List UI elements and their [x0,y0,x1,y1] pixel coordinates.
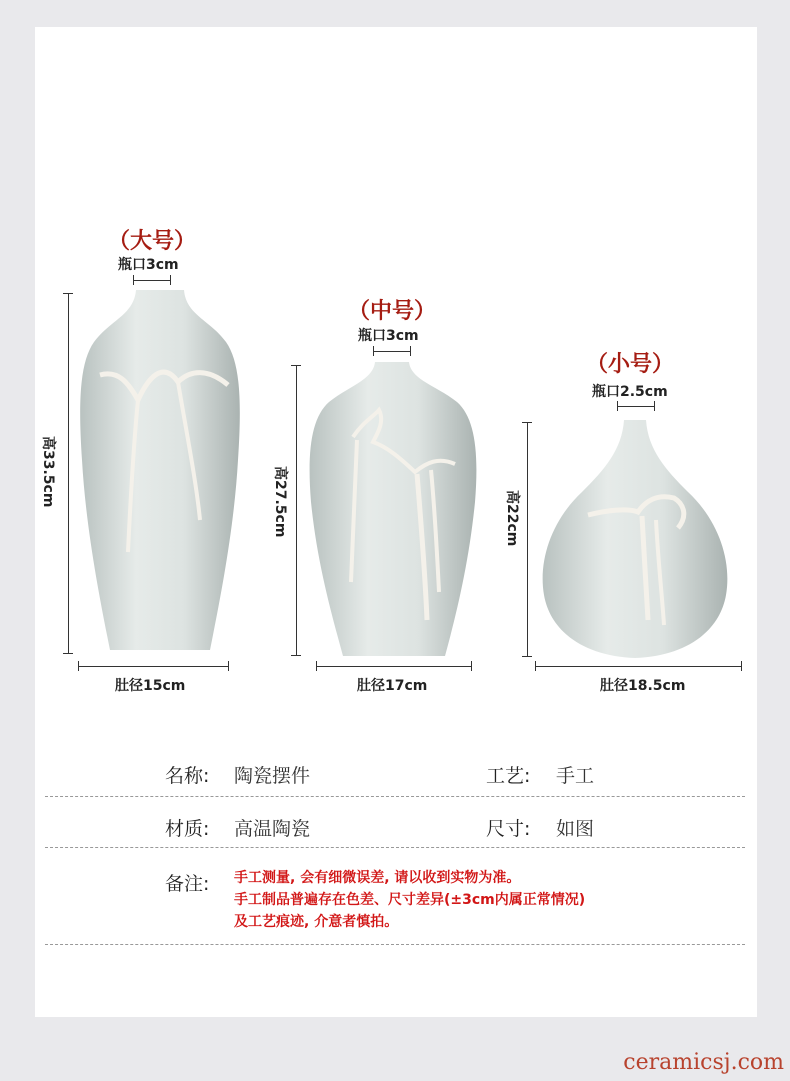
medium-vase-image [307,362,479,659]
medium-size-label: （中号） [348,299,437,324]
small-mouth-line [617,406,655,407]
medium-height-line [296,365,297,655]
large-mouth-line [133,280,171,281]
spec-size-value: 如图 [556,818,595,840]
large-height-line [68,293,69,653]
medium-mouth-label: 瓶口3cm [358,328,419,344]
small-mouth-label: 瓶口2.5cm [592,384,668,400]
note-line-1: 手工测量, 会有细微误差, 请以收到实物为准。 [234,870,521,886]
large-belly-line [78,666,228,667]
small-height-line [527,422,528,656]
divider [45,944,745,945]
note-line-2: 手工制品普遍存在色差、尺寸差异(±3cm内属正常情况) [234,892,586,908]
spec-craft-value: 手工 [556,765,595,787]
small-vase-image [538,420,732,660]
medium-mouth-line [373,351,411,352]
divider [45,796,745,797]
medium-height-label: 高27.5cm [272,466,288,538]
divider [45,847,745,848]
spec-material-key: 材质: [165,818,210,840]
medium-belly-line [316,666,472,667]
watermark: ceramicsj.com [623,1050,784,1075]
large-height-label: 高33.5cm [40,436,56,508]
large-vase-image [78,290,242,655]
small-size-label: （小号） [586,352,675,377]
spec-note-key: 备注: [165,873,210,895]
spec-name-value: 陶瓷摆件 [234,765,311,787]
small-belly-label: 肚径18.5cm [600,678,686,694]
medium-belly-label: 肚径17cm [357,678,428,694]
large-belly-label: 肚径15cm [115,678,186,694]
spec-name-key: 名称: [165,765,210,787]
small-belly-line [535,666,742,667]
small-height-label: 高22cm [504,490,520,547]
note-line-3: 及工艺痕迹, 介意者慎拍。 [234,914,399,930]
spec-size-key: 尺寸: [486,818,531,840]
spec-craft-key: 工艺: [486,765,531,787]
spec-material-value: 高温陶瓷 [234,818,311,840]
large-mouth-label: 瓶口3cm [118,257,179,273]
large-size-label: （大号） [108,229,197,254]
